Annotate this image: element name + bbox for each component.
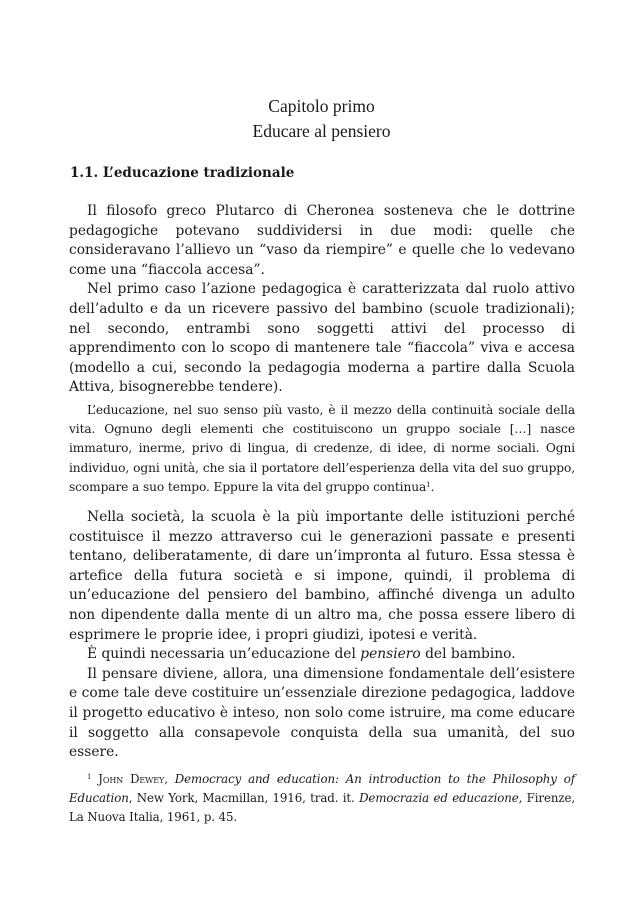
quote-period: . (430, 479, 435, 494)
footnote-title: Democracy and education: An introduction to the Philosophy of Education (69, 772, 576, 805)
footnote-separator: , (164, 772, 175, 786)
pensiero-emphasis: pensiero (360, 646, 421, 663)
paragraph-plutarco: Il filosofo greco Plutarco di Cheronea sosteneva che le dottrine pedagogiche potevano suddividersi in due modi: quelle che consideravano l’allievo un “vaso da riempire” e quelle che lo vedevano come una “fiaccola accesa”. (69, 203, 575, 278)
body-text-1 (69, 202, 575, 398)
section-heading: 1.1. L’educazione tradizionale (70, 165, 295, 181)
footnote-paragraph (69, 770, 575, 827)
chapter-label: Capitolo primo (268, 96, 375, 116)
paragraph-pensare: Il pensare diviene, allora, una dimensione fondamentale dell’esistere e come tale deve costituire un’essenziale direzione pedagogica, laddove il progetto educativo è inteso, non solo come istruire, ma come educare il soggetto alla consapevole conquista della sua umanità, del suo essere. (69, 665, 575, 761)
paragraph-primo-caso: Nel primo caso l’azione pedagogica è caratterizzata dal ruolo attivo dell’adulto e da un ricevere passivo del bambino (scuole tradizionali); nel secondo, entrambi sono soggetti attivi del processo di apprendimento con lo scopo di mantenere tale “fiaccola” viva e accesa (modello a cui, secondo la pedagogia moderna a partire dalla Scuola Attiva, bisognerebbe tendere). (69, 281, 575, 396)
footnote-publisher: , New York, Macmillan, 1916, trad. it. (128, 791, 360, 805)
quote-text: L’educazione, nel suo senso più vasto, è il mezzo della continuità sociale della vita. Ognuno degli elementi che costituiscono un gruppo sociale […] nasce immaturo, inerme, privo di lingua, di credenze, di idee, di norme sociali. Ogni individuo, ogni unità, che sia il portatore dell’esperienza della vita del suo gruppo, scompare a suo tempo. Eppure la vita del gruppo continua (69, 403, 575, 494)
chapter-title: Educare al pensiero (252, 121, 391, 141)
block-quote (69, 401, 575, 497)
footnote-reference: 1 (426, 480, 431, 489)
footnote-italian-title: Democrazia ed educazione (359, 791, 519, 805)
body-text-2 (69, 508, 575, 763)
pensiero-text-after: del bambino. (420, 646, 516, 663)
footnote-author: John Dewey (98, 772, 165, 786)
footnote-publisher-2: , Firenze, La Nuova Italia, 1961, p. 45. (69, 791, 575, 824)
pensiero-text-before: È quindi necessaria un’educazione del (87, 646, 361, 663)
footnote-number: 1 (87, 773, 92, 781)
paragraph-societa: Nella società, la scuola è la più importante delle istituzioni perché costituisce il mezzo attraverso cui le generazioni passate e presenti tentano, deliberatamente, di dare un’impronta al futuro. Essa stessa è artefice della futura società e si impone, quindi, il problema di un’educazione del pensiero del bambino, affinché divenga un adulto non dipendente dalla mente di un altro ma, che possa essere libero di esprimere le proprie idee, i propri giudizi, ipotesi e verità. (69, 509, 575, 643)
footnote (69, 770, 575, 827)
quote-paragraph (69, 401, 575, 497)
paragraph-pensiero (69, 645, 575, 665)
